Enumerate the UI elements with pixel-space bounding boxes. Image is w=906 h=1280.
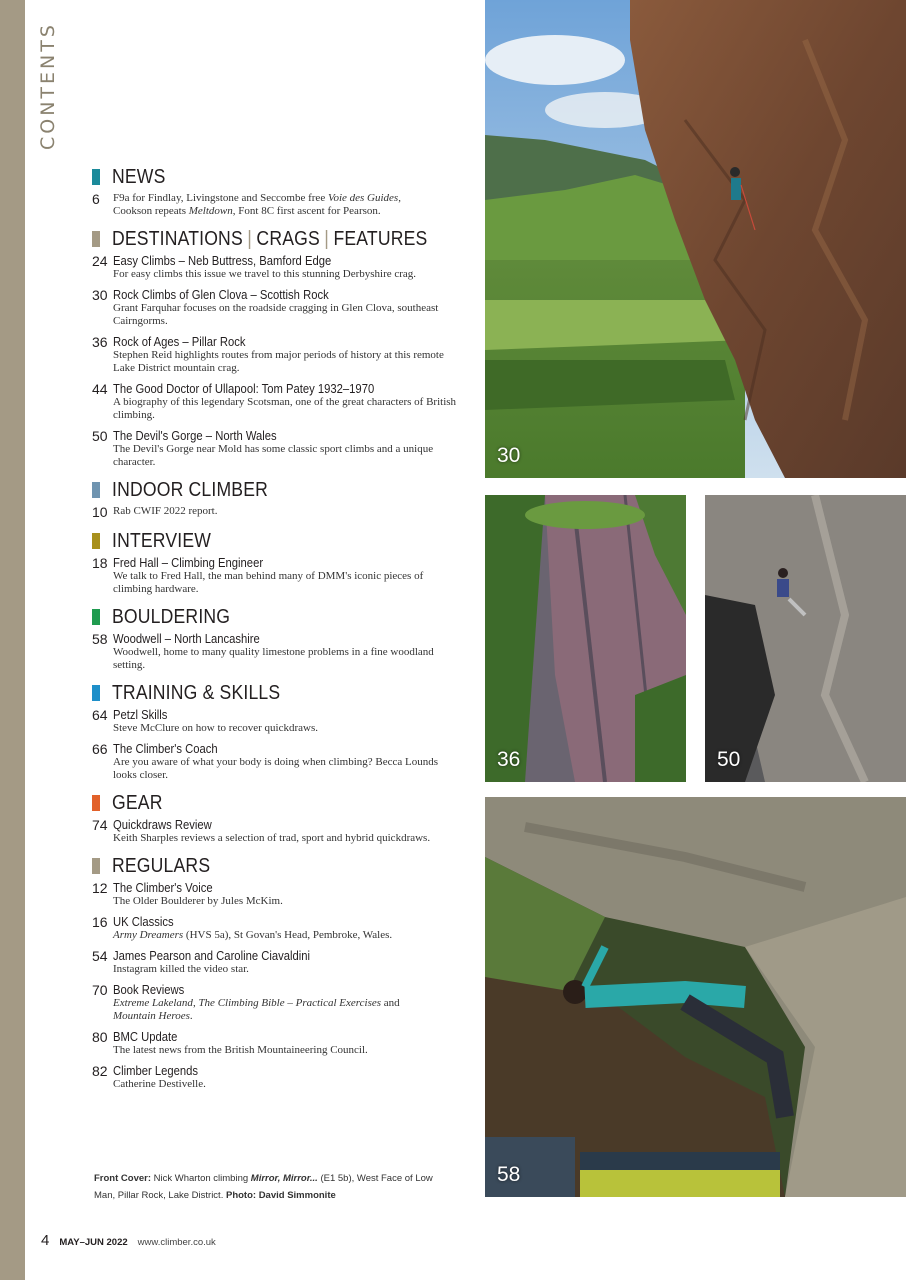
section-color-bar [92, 609, 100, 625]
entry-description: Extreme Lakeland, The Climbing Bible – Practical Exercises and Mountain Heroes. [113, 997, 400, 1022]
photo-page-label: 36 [497, 748, 521, 771]
list-item[interactable] [92, 192, 462, 218]
list-item[interactable] [92, 288, 462, 328]
list-item[interactable] [92, 632, 462, 672]
page-number: 70 [92, 982, 108, 998]
list-item[interactable] [92, 949, 462, 976]
photo-page-label: 30 [497, 444, 521, 467]
entry-description: Catherine Destivelle. [113, 1078, 206, 1090]
entry-title: Climber Legends [113, 1064, 199, 1078]
section-title: DESTINATIONS | CRAGS | FEATURES [112, 227, 428, 250]
entry-title: Quickdraws Review [113, 818, 212, 832]
section-regulars [92, 853, 462, 1091]
page-number: 50 [92, 428, 108, 444]
entry-title: Petzl Skills [113, 708, 168, 722]
entry-description: Army Dreamers (HVS 5a), St Govan's Head, Pembroke, Wales. [113, 929, 393, 941]
section-title: TRAINING & SKILLS [112, 681, 281, 704]
section-title: INTERVIEW [112, 529, 212, 552]
section-title: NEWS [112, 165, 166, 188]
page-number: 30 [92, 287, 108, 303]
photo-page-label: 58 [497, 1163, 521, 1186]
list-item[interactable] [92, 915, 462, 942]
section-title: REGULARS [112, 854, 211, 877]
list-item[interactable] [92, 1030, 462, 1057]
section-color-bar [92, 231, 100, 247]
section-destinations [92, 226, 462, 469]
entry-description: We talk to Fred Hall, the man behind many of DMM's iconic pieces of climbing hardware. [113, 570, 424, 595]
entry-description: The Devil's Gorge near Mold has some classic sport climbs and a unique character. [113, 443, 434, 468]
page-number: 74 [92, 817, 108, 833]
list-item[interactable] [92, 881, 462, 908]
section-interview [92, 528, 462, 596]
entry-title: The Climber's Coach [113, 742, 218, 756]
entry-description: Rab CWIF 2022 report. [113, 505, 218, 517]
entry-description: Instagram killed the video star. [113, 963, 249, 975]
section-title: GEAR [112, 791, 163, 814]
section-title: BOULDERING [112, 605, 231, 628]
list-item[interactable] [92, 335, 462, 375]
entry-title: Woodwell – North Lancashire [113, 632, 260, 646]
photo-page-label: 50 [717, 748, 741, 771]
entry-title: Rock of Ages – Pillar Rock [113, 335, 246, 349]
section-color-bar [92, 795, 100, 811]
photo-woodwell [485, 797, 906, 1197]
page-number: 58 [92, 631, 108, 647]
section-color-bar [92, 858, 100, 874]
page-number: 16 [92, 914, 108, 930]
entry-description: Steve McClure on how to recover quickdraws. [113, 722, 318, 734]
page-number: 10 [92, 504, 108, 520]
entry-description: The Older Boulderer by Jules McKim. [113, 895, 283, 907]
entry-title: The Climber's Voice [113, 881, 213, 895]
page-number: 12 [92, 880, 108, 896]
section-news [92, 164, 462, 218]
list-item[interactable] [92, 818, 462, 845]
section-indoor-climber [92, 477, 462, 520]
entry-description: A biography of this legendary Scotsman, one of the great characters of British climbing. [113, 396, 457, 421]
folio-page-number: 4 [41, 1232, 50, 1249]
entry-description: Keith Sharples reviews a selection of trad, sport and hybrid quickdraws. [113, 832, 431, 844]
list-item[interactable] [92, 556, 462, 596]
entry-description: Grant Farquhar focuses on the roadside cragging in Glen Clova, southeast Cairngorms. [113, 302, 439, 327]
list-item[interactable] [92, 382, 462, 422]
contents-label: CONTENTS [37, 22, 59, 150]
list-item[interactable] [92, 742, 462, 782]
website-link[interactable]: www.climber.co.uk [137, 1237, 216, 1248]
entry-title: The Good Doctor of Ullapool: Tom Patey 1932–1970 [113, 382, 375, 396]
cover-credit: Front Cover: Nick Wharton climbing Mirror, Mirror... (E1 5b), West Face of Low Man, Pillar Rock, Lake District. Photo: David Simmonite [94, 1173, 433, 1201]
page-number: 44 [92, 381, 108, 397]
section-title: INDOOR CLIMBER [112, 478, 268, 501]
section-color-bar [92, 482, 100, 498]
list-item[interactable] [92, 708, 462, 735]
entry-description: For easy climbs this issue we travel to this stunning Derbyshire crag. [113, 268, 417, 280]
page-number: 80 [92, 1029, 108, 1045]
list-item[interactable] [92, 505, 462, 520]
entry-title: BMC Update [113, 1030, 178, 1044]
section-gear [92, 790, 462, 845]
section-color-bar [92, 169, 100, 185]
issue-date: MAY–JUN 2022 [59, 1237, 128, 1248]
section-color-bar [92, 533, 100, 549]
entry-description: F9a for Findlay, Livingstone and Seccombe free Voie des Guides, Cookson repeats Meltdown, Font 8C first ascent for Pearson. [113, 192, 401, 217]
entry-description: Are you aware of what your body is doing when climbing? Becca Lounds looks closer. [113, 756, 439, 781]
entry-description: Woodwell, home to many quality limestone problems in a fine woodland setting. [113, 646, 434, 671]
section-training-skills [92, 680, 462, 782]
page-number: 66 [92, 741, 108, 757]
entry-title: Easy Climbs – Neb Buttress, Bamford Edge [113, 254, 332, 268]
list-item[interactable] [92, 983, 462, 1023]
entry-title: Book Reviews [113, 983, 185, 997]
page-number: 64 [92, 707, 108, 723]
entry-description: Stephen Reid highlights routes from major periods of history at this remote Lake District mountain crag. [113, 349, 444, 374]
page-footer [41, 1232, 216, 1249]
photo-glen-clova [485, 0, 906, 478]
photo-pillar-rock [485, 495, 686, 782]
entry-title: UK Classics [113, 915, 174, 929]
page-number: 18 [92, 555, 108, 571]
page-number: 36 [92, 334, 108, 350]
table-of-contents [92, 164, 462, 1099]
entry-description: The latest news from the British Mountaineering Council. [113, 1044, 368, 1056]
photo-devils-gorge [705, 495, 906, 782]
page-number: 82 [92, 1063, 108, 1079]
list-item[interactable] [92, 429, 462, 469]
list-item[interactable] [92, 1064, 462, 1091]
list-item[interactable] [92, 254, 462, 281]
entry-title: Fred Hall – Climbing Engineer [113, 556, 264, 570]
section-bouldering [92, 604, 462, 672]
page-spine-bar [0, 0, 25, 1280]
page-number: 6 [92, 191, 100, 207]
entry-title: Rock Climbs of Glen Clova – Scottish Rock [113, 288, 329, 302]
page-number: 24 [92, 253, 108, 269]
page-number: 54 [92, 948, 108, 964]
entry-title: The Devil's Gorge – North Wales [113, 429, 277, 443]
section-color-bar [92, 685, 100, 701]
entry-title: James Pearson and Caroline Ciavaldini [113, 949, 310, 963]
